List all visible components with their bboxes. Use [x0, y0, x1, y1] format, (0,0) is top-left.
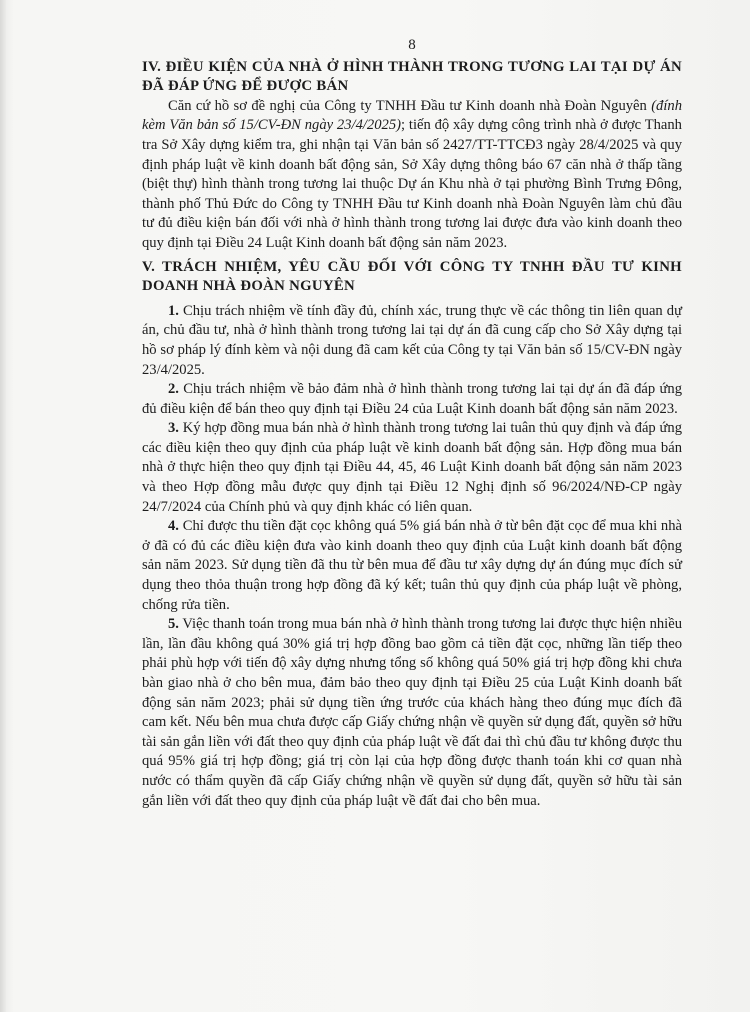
item-number: 4. — [168, 518, 179, 535]
item-text: Chỉ được thu tiền đặt cọc không quá 5% giá bán nhà ở từ bên đặt cọc để mua khi nhà ở đã có đủ các điều kiện đưa vào kinh doanh theo quy định của Luật kinh doanh bất động sản năm 2023. Sử dụng tiền đã thu từ bên mua để đầu tư xây dựng dự án đúng mục đích sử dụng theo thỏa thuận trong hợp đồng đã ký kết; tuân thủ quy định của pháp luật về phòng, chống rửa tiền. — [142, 518, 682, 613]
section-iv-body-end: ; tiến độ xây dựng công trình nhà ở được Thanh tra Sở Xây dựng kiểm tra, ghi nhận tại Văn bản số 2427/TT-TTCĐ3 ngày 28/4/2025 và quy định pháp luật về kinh doanh bất động sản, Sở Xây dựng thông báo 67 căn nhà ở thấp tầng (biệt thự) hình thành trong tương lai thuộc Dự án Khu nhà ở tại phường Bình Trưng Đông, thành phố Thủ Đức do Công ty TNHH Đầu tư Kinh doanh nhà Đoàn Nguyên làm chủ đầu tư đủ điều kiện bán đối với nhà ở hình thành trong tương lai được đưa vào kinh doanh theo quy định tại Điều 24 Luật Kinh doanh bất động sản năm 2023. — [142, 117, 682, 251]
page-edge-shadow — [0, 0, 6, 1012]
page-content — [142, 36, 682, 811]
section-iv-body-start: Căn cứ hồ sơ đề nghị của Công ty TNHH Đầu tư Kinh doanh nhà Đoàn Nguyên — [168, 97, 652, 114]
item-number: 5. — [168, 616, 179, 633]
item-text: Ký hợp đồng mua bán nhà ở hình thành trong tương lai tuân thủ quy định và đáp ứng các điều kiện theo quy định của pháp luật về kinh doanh bất động sản. Hợp đồng mua bán nhà ở thực hiện theo quy định tại Điều 44, 45, 46 Luật Kinh doanh bất động sản năm 2023 và theo Hợp đồng mẫu được quy định tại Điều 12 Nghị định số 96/2024/NĐ-CP ngày 24/7/2024 của Chính phủ và quy định khác có liên quan. — [142, 420, 682, 515]
page-number: 8 — [408, 37, 416, 53]
item-text: Chịu trách nhiệm về bảo đảm nhà ở hình thành trong tương lai tại dự án đã đáp ứng đủ điều kiện để bán theo quy định tại Điều 24 của Luật Kinh doanh bất động sản năm 2023. — [142, 381, 682, 417]
section-v-heading: V. TRÁCH NHIỆM, YÊU CẦU ĐỐI VỚI CÔNG TY TNHH ĐẦU TƯ KINH DOANH NHÀ ĐOÀN NGUYÊN — [142, 258, 682, 295]
section-v-item-5 — [142, 615, 682, 811]
section-v-item-1 — [142, 302, 682, 380]
section-iv-body — [142, 97, 682, 254]
item-text: Chịu trách nhiệm về tính đầy đủ, chính xác, trung thực về các thông tin liên quan dự án, chủ đầu tư, nhà ở hình thành trong tương lai tại dự án đã cung cấp cho Sở Xây dựng tại hồ sơ pháp lý đính kèm và nội dung đã cam kết của Công ty tại Văn bản số 15/CV-ĐN ngày 23/4/2025. — [142, 302, 682, 378]
section-v-item-2 — [142, 380, 682, 419]
section-v-item-4 — [142, 517, 682, 615]
section-iv-heading: IV. ĐIỀU KIỆN CỦA NHÀ Ở HÌNH THÀNH TRONG TƯƠNG LAI TẠI DỰ ÁN ĐÃ ĐÁP ỨNG ĐỂ ĐƯỢC BÁN — [142, 58, 682, 95]
section-v-item-3 — [142, 419, 682, 517]
item-number: 3. — [168, 420, 179, 437]
item-number: 1. — [168, 302, 179, 319]
item-number: 2. — [168, 381, 179, 398]
section-iv-body-reference: (đính kèm Văn bản số 15/CV-ĐN ngày 23/4/2025) — [142, 97, 682, 134]
item-text: Việc thanh toán trong mua bán nhà ở hình thành trong tương lai được thực hiện nhiều lần, lần đầu không quá 30% giá trị hợp đồng bao gồm cả tiền đặt cọc, những lần tiếp theo phải phù hợp với tiến độ xây dựng nhưng tổng số không quá 50% giá trị hợp đồng khi chưa bàn giao nhà ở cho bên mua, đảm bảo theo quy định tại Điều 25 của Luật Kinh doanh bất động sản năm 2023; phải sử dụng tiền ứng trước của khách hàng theo đúng mục đích đã cam kết. Nếu bên mua chưa được cấp Giấy chứng nhận về quyền sử dụng đất, quyền sở hữu tài sản gắn liền với đất theo quy định của pháp luật về đất đai thì chủ đầu tư không được thu quá 95% giá trị hợp đồng; giá trị còn lại của hợp đồng được thanh toán khi cơ quan nhà nước có thẩm quyền đã cấp Giấy chứng nhận về quyền sử dụng đất, quyền sở hữu tài sản gắn liền với đất theo quy định của pháp luật về đất đai cho bên mua. — [142, 616, 682, 809]
